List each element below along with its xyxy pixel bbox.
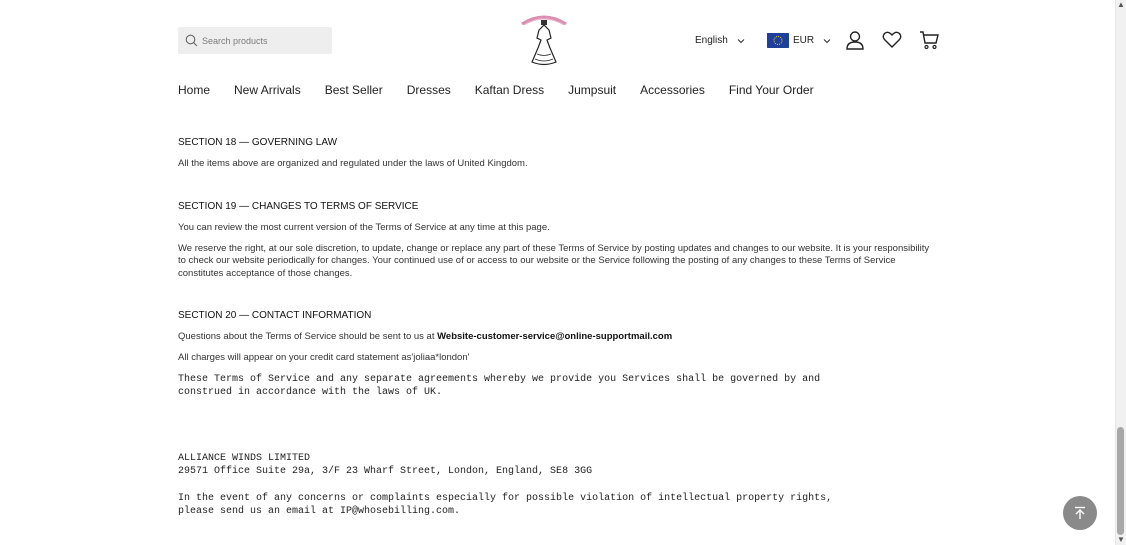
section-20 [178, 310, 938, 364]
back-to-top-button[interactable] [1063, 496, 1097, 530]
nav-item-dresses[interactable]: Dresses [406, 83, 451, 97]
contact-email-link[interactable]: Website-customer-service@online-supportmail.com [437, 331, 673, 342]
wishlist-heart-icon[interactable] [882, 30, 902, 50]
nav-item-new-arrivals[interactable]: New Arrivals [234, 83, 301, 97]
governing-statement: These Terms of Service and any separate agreements whereby we provide you Services shall be governed by and construed in accordance with the laws of UK. [178, 374, 821, 398]
section-18-body: All the items above are organized and regulated under the laws of United Kingdom. [178, 158, 528, 169]
search-box[interactable] [178, 27, 332, 54]
section-20-title: SECTION 20 — CONTACT INFORMATION [178, 310, 372, 321]
section-19-body-2: We reserve the right, at our sole discretion, to update, change or replace any part of these Terms of Service by posting updates and changes to our website. It is your responsibility to check our website periodically for changes. Your continued use of or access to our website or the Service following the posting of any changes to these Terms of Service constitutes acceptance of those changes. [178, 242, 930, 279]
company-address: 29571 Office Suite 29a, 3/F 23 Wharf Street, London, England, SE8 3GG [178, 466, 593, 477]
page-scrollbar[interactable] [1115, 0, 1126, 545]
nav-item-accessories[interactable]: Accessories [640, 83, 705, 97]
section-19-title: SECTION 19 — CHANGES TO TERMS OF SERVICE [178, 201, 419, 212]
main-navigation [178, 83, 838, 97]
section-18-title: SECTION 18 — GOVERNING LAW [178, 137, 338, 148]
nav-item-kaftan-dress[interactable]: Kaftan Dress [474, 83, 545, 97]
cart-icon[interactable] [919, 30, 939, 50]
section-20-body-2: All charges will appear on your credit card statement as'joliaa*london' [178, 351, 470, 363]
scroll-down-arrow-icon[interactable]: ▼ [1117, 535, 1125, 544]
search-input[interactable] [202, 31, 326, 50]
section-20-body-1 [178, 331, 938, 344]
search-icon[interactable] [185, 34, 198, 47]
nav-item-find-your-order[interactable]: Find Your Order [728, 83, 814, 97]
language-selector[interactable] [695, 35, 745, 46]
account-icon[interactable] [845, 30, 865, 50]
currency-selector[interactable] [767, 33, 831, 48]
logo-dress-icon[interactable] [515, 12, 573, 68]
nav-item-home[interactable]: Home [178, 83, 211, 97]
ip-complaints-notice: In the event of any concerns or complaints especially for possible violation of intellectual property rights, please send us an email at IP@whosebilling.com. [178, 493, 833, 517]
nav-item-best-seller[interactable]: Best Seller [324, 83, 383, 97]
back-to-top-icon [1073, 506, 1087, 520]
contact-text: Questions about the Terms of Service should be sent to us at [178, 331, 438, 342]
chevron-down-icon [823, 37, 831, 45]
scroll-thumb[interactable] [1117, 427, 1124, 535]
eu-flag-icon [767, 33, 789, 48]
language-label: English [695, 35, 728, 46]
scroll-up-arrow-icon[interactable]: ▲ [1117, 0, 1125, 9]
company-name: ALLIANCE WINDS LIMITED [178, 453, 311, 464]
chevron-down-icon [737, 37, 745, 45]
section-19 [178, 201, 938, 280]
section-18 [178, 137, 938, 171]
section-19-body-1: You can review the most current version of the Terms of Service at any time at this page. [178, 222, 550, 233]
nav-item-jumpsuit[interactable]: Jumpsuit [568, 83, 617, 97]
currency-label: EUR [793, 35, 815, 46]
